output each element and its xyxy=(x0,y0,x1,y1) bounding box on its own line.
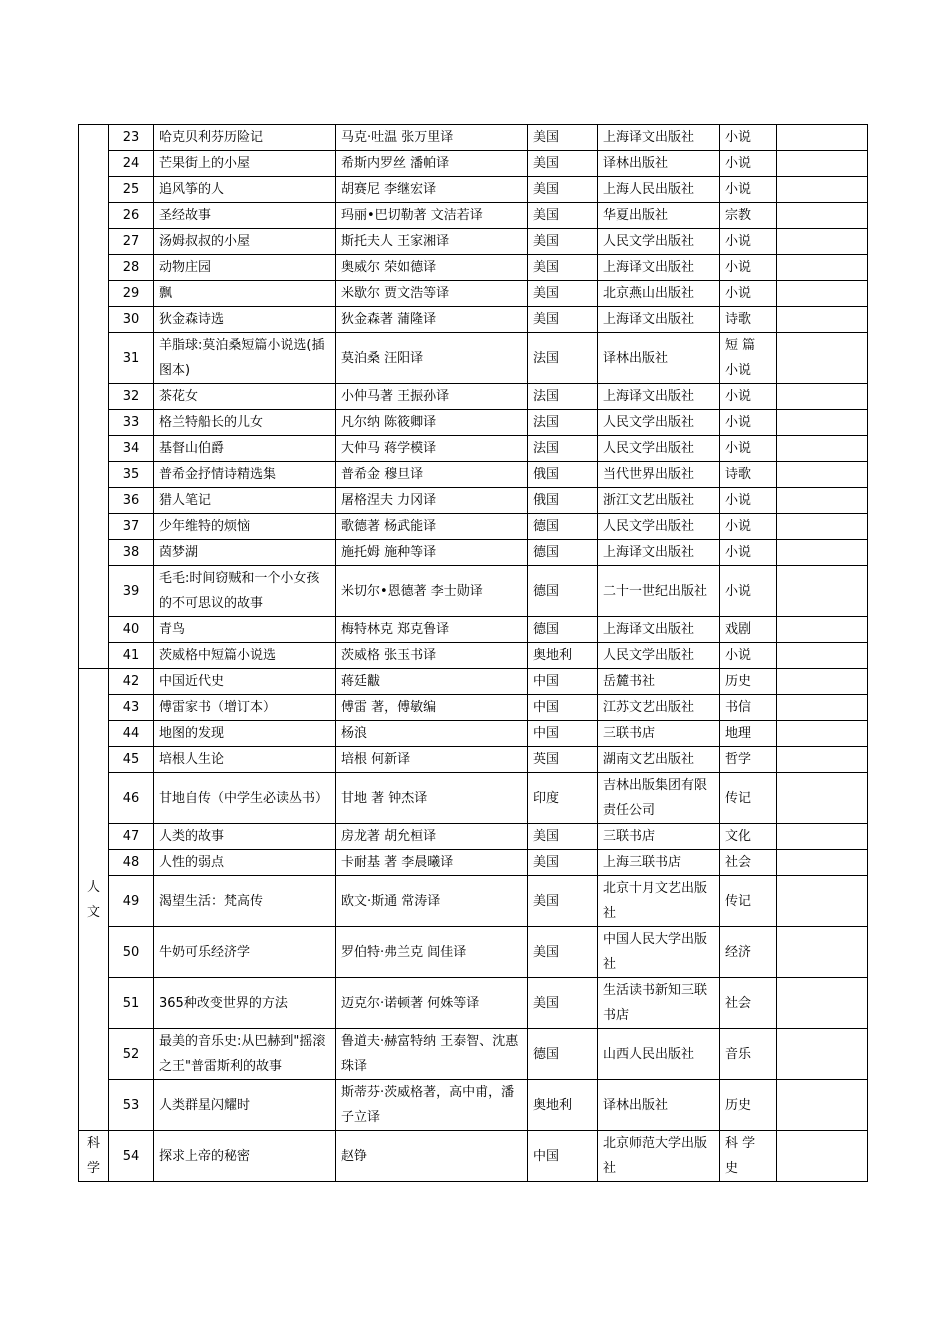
notes-cell xyxy=(777,978,868,1029)
book-country: 美国 xyxy=(528,876,598,927)
table-row xyxy=(79,850,868,876)
notes-cell xyxy=(777,255,868,281)
row-number: 39 xyxy=(109,566,154,617)
book-title: 人类群星闪耀时 xyxy=(154,1080,336,1131)
book-country: 美国 xyxy=(528,978,598,1029)
book-country: 美国 xyxy=(528,125,598,151)
book-genre: 历史 xyxy=(720,669,777,695)
row-number: 37 xyxy=(109,514,154,540)
book-genre: 历史 xyxy=(720,1080,777,1131)
row-number: 49 xyxy=(109,876,154,927)
table-row xyxy=(79,1080,868,1131)
book-genre: 经济 xyxy=(720,927,777,978)
table-row xyxy=(79,281,868,307)
book-genre: 小说 xyxy=(720,514,777,540)
table-row xyxy=(79,695,868,721)
book-genre: 诗歌 xyxy=(720,307,777,333)
table-row xyxy=(79,721,868,747)
row-number: 48 xyxy=(109,850,154,876)
book-author: 斯托夫人 王家湘译 xyxy=(336,229,528,255)
book-country: 英国 xyxy=(528,747,598,773)
book-title: 茶花女 xyxy=(154,384,336,410)
notes-cell xyxy=(777,1029,868,1080)
notes-cell xyxy=(777,540,868,566)
row-number: 25 xyxy=(109,177,154,203)
book-author: 米切尔•恩德著 李士勋译 xyxy=(336,566,528,617)
book-genre: 哲学 xyxy=(720,747,777,773)
table-row xyxy=(79,824,868,850)
book-genre: 地理 xyxy=(720,721,777,747)
row-number: 29 xyxy=(109,281,154,307)
book-country: 德国 xyxy=(528,514,598,540)
book-country: 美国 xyxy=(528,151,598,177)
book-country: 法国 xyxy=(528,333,598,384)
book-author: 杨浪 xyxy=(336,721,528,747)
table-row xyxy=(79,747,868,773)
book-title: 地图的发现 xyxy=(154,721,336,747)
book-publisher: 上海译文出版社 xyxy=(598,617,720,643)
book-title: 追风筝的人 xyxy=(154,177,336,203)
book-title: 狄金森诗选 xyxy=(154,307,336,333)
notes-cell xyxy=(777,384,868,410)
book-country: 中国 xyxy=(528,695,598,721)
book-author: 斯蒂芬·茨威格著，高中甫，潘子立译 xyxy=(336,1080,528,1131)
row-number: 30 xyxy=(109,307,154,333)
table-row xyxy=(79,1131,868,1182)
book-genre: 小说 xyxy=(720,410,777,436)
book-country: 美国 xyxy=(528,824,598,850)
category-cell xyxy=(79,125,109,669)
notes-cell xyxy=(777,876,868,927)
book-publisher: 人民文学出版社 xyxy=(598,514,720,540)
book-country: 法国 xyxy=(528,410,598,436)
table-row xyxy=(79,617,868,643)
row-number: 47 xyxy=(109,824,154,850)
book-genre: 短 篇 小说 xyxy=(720,333,777,384)
book-author: 凡尔纳 陈筱卿译 xyxy=(336,410,528,436)
table-row xyxy=(79,514,868,540)
book-author: 普希金 穆旦译 xyxy=(336,462,528,488)
row-number: 42 xyxy=(109,669,154,695)
notes-cell xyxy=(777,695,868,721)
notes-cell xyxy=(777,773,868,824)
book-publisher: 当代世界出版社 xyxy=(598,462,720,488)
book-list-table xyxy=(78,124,868,1182)
table-row xyxy=(79,255,868,281)
book-author: 希斯内罗丝 潘帕译 xyxy=(336,151,528,177)
notes-cell xyxy=(777,1131,868,1182)
book-publisher: 上海译文出版社 xyxy=(598,307,720,333)
book-country: 美国 xyxy=(528,927,598,978)
book-country: 美国 xyxy=(528,177,598,203)
book-genre: 宗教 xyxy=(720,203,777,229)
row-number: 45 xyxy=(109,747,154,773)
row-number: 23 xyxy=(109,125,154,151)
book-publisher: 上海三联书店 xyxy=(598,850,720,876)
book-title: 茨威格中短篇小说选 xyxy=(154,643,336,669)
book-publisher: 译林出版社 xyxy=(598,333,720,384)
book-title: 青鸟 xyxy=(154,617,336,643)
book-country: 美国 xyxy=(528,850,598,876)
book-title: 动物庄园 xyxy=(154,255,336,281)
book-country: 俄国 xyxy=(528,462,598,488)
book-publisher: 人民文学出版社 xyxy=(598,436,720,462)
table-row xyxy=(79,540,868,566)
book-author: 房龙著 胡允桓译 xyxy=(336,824,528,850)
book-country: 美国 xyxy=(528,281,598,307)
notes-cell xyxy=(777,721,868,747)
book-title: 人性的弱点 xyxy=(154,850,336,876)
book-title: 365种改变世界的方法 xyxy=(154,978,336,1029)
book-publisher: 华夏出版社 xyxy=(598,203,720,229)
row-number: 41 xyxy=(109,643,154,669)
book-genre: 小说 xyxy=(720,384,777,410)
book-author: 莫泊桑 汪阳译 xyxy=(336,333,528,384)
notes-cell xyxy=(777,307,868,333)
row-number: 40 xyxy=(109,617,154,643)
book-genre: 社会 xyxy=(720,978,777,1029)
notes-cell xyxy=(777,747,868,773)
book-title: 毛毛:时间窃贼和一个小女孩的不可思议的故事 xyxy=(154,566,336,617)
book-title: 芒果街上的小屋 xyxy=(154,151,336,177)
category-cell: 科学 xyxy=(79,1131,109,1182)
table-row xyxy=(79,927,868,978)
book-publisher: 北京师范大学出版社 xyxy=(598,1131,720,1182)
book-author: 甘地 著 钟杰译 xyxy=(336,773,528,824)
notes-cell xyxy=(777,125,868,151)
book-genre: 社会 xyxy=(720,850,777,876)
notes-cell xyxy=(777,850,868,876)
book-publisher: 译林出版社 xyxy=(598,1080,720,1131)
book-genre: 科 学 史 xyxy=(720,1131,777,1182)
book-country: 美国 xyxy=(528,255,598,281)
notes-cell xyxy=(777,617,868,643)
row-number: 28 xyxy=(109,255,154,281)
book-author: 傅雷 著，傅敏编 xyxy=(336,695,528,721)
book-author: 屠格涅夫 力冈译 xyxy=(336,488,528,514)
book-publisher: 上海人民出版社 xyxy=(598,177,720,203)
row-number: 51 xyxy=(109,978,154,1029)
book-title: 傅雷家书（增订本） xyxy=(154,695,336,721)
table-row xyxy=(79,125,868,151)
book-publisher: 译林出版社 xyxy=(598,151,720,177)
notes-cell xyxy=(777,824,868,850)
book-country: 德国 xyxy=(528,1029,598,1080)
book-country: 奥地利 xyxy=(528,1080,598,1131)
book-author: 奥威尔 荣如德译 xyxy=(336,255,528,281)
book-author: 歌德著 杨武能译 xyxy=(336,514,528,540)
book-publisher: 上海译文出版社 xyxy=(598,384,720,410)
row-number: 52 xyxy=(109,1029,154,1080)
notes-cell xyxy=(777,151,868,177)
book-publisher: 山西人民出版社 xyxy=(598,1029,720,1080)
book-title: 基督山伯爵 xyxy=(154,436,336,462)
category-cell: 人文 xyxy=(79,669,109,1131)
notes-cell xyxy=(777,229,868,255)
book-author: 马克·吐温 张万里译 xyxy=(336,125,528,151)
book-genre: 小说 xyxy=(720,566,777,617)
book-genre: 书信 xyxy=(720,695,777,721)
book-publisher: 上海译文出版社 xyxy=(598,125,720,151)
notes-cell xyxy=(777,410,868,436)
book-author: 胡赛尼 李继宏译 xyxy=(336,177,528,203)
book-country: 美国 xyxy=(528,203,598,229)
book-publisher: 人民文学出版社 xyxy=(598,410,720,436)
row-number: 32 xyxy=(109,384,154,410)
book-publisher: 吉林出版集团有限责任公司 xyxy=(598,773,720,824)
book-author: 玛丽•巴切勒著 文洁若译 xyxy=(336,203,528,229)
row-number: 43 xyxy=(109,695,154,721)
book-country: 法国 xyxy=(528,384,598,410)
book-title: 普希金抒情诗精选集 xyxy=(154,462,336,488)
book-publisher: 北京十月文艺出版社 xyxy=(598,876,720,927)
row-number: 50 xyxy=(109,927,154,978)
table-row xyxy=(79,307,868,333)
book-author: 赵铮 xyxy=(336,1131,528,1182)
row-number: 31 xyxy=(109,333,154,384)
book-author: 茨威格 张玉书译 xyxy=(336,643,528,669)
notes-cell xyxy=(777,203,868,229)
book-country: 俄国 xyxy=(528,488,598,514)
book-author: 培根 何新译 xyxy=(336,747,528,773)
book-title: 最美的音乐史:从巴赫到"摇滚之王"普雷斯利的故事 xyxy=(154,1029,336,1080)
book-genre: 传记 xyxy=(720,876,777,927)
table-row xyxy=(79,151,868,177)
book-publisher: 三联书店 xyxy=(598,721,720,747)
book-author: 梅特林克 郑克鲁译 xyxy=(336,617,528,643)
book-publisher: 人民文学出版社 xyxy=(598,643,720,669)
book-title: 中国近代史 xyxy=(154,669,336,695)
notes-cell xyxy=(777,436,868,462)
notes-cell xyxy=(777,1080,868,1131)
book-country: 德国 xyxy=(528,540,598,566)
book-country: 中国 xyxy=(528,669,598,695)
book-title: 探求上帝的秘密 xyxy=(154,1131,336,1182)
row-number: 44 xyxy=(109,721,154,747)
table-row xyxy=(79,333,868,384)
book-title: 少年维特的烦恼 xyxy=(154,514,336,540)
row-number: 38 xyxy=(109,540,154,566)
book-publisher: 江苏文艺出版社 xyxy=(598,695,720,721)
book-publisher: 二十一世纪出版社 xyxy=(598,566,720,617)
book-country: 印度 xyxy=(528,773,598,824)
book-publisher: 浙江文艺出版社 xyxy=(598,488,720,514)
row-number: 26 xyxy=(109,203,154,229)
book-title: 圣经故事 xyxy=(154,203,336,229)
book-author: 卡耐基 著 李晨曦译 xyxy=(336,850,528,876)
table-row xyxy=(79,410,868,436)
row-number: 53 xyxy=(109,1080,154,1131)
book-genre: 小说 xyxy=(720,125,777,151)
notes-cell xyxy=(777,566,868,617)
notes-cell xyxy=(777,281,868,307)
notes-cell xyxy=(777,514,868,540)
book-genre: 小说 xyxy=(720,255,777,281)
table-row xyxy=(79,643,868,669)
book-country: 美国 xyxy=(528,229,598,255)
book-author: 小仲马著 王振孙译 xyxy=(336,384,528,410)
book-publisher: 中国人民大学出版社 xyxy=(598,927,720,978)
table-row xyxy=(79,462,868,488)
book-country: 奥地利 xyxy=(528,643,598,669)
book-author: 欧文·斯通 常涛译 xyxy=(336,876,528,927)
table-row xyxy=(79,773,868,824)
table-row xyxy=(79,436,868,462)
book-author: 米歇尔 贾文浩等译 xyxy=(336,281,528,307)
table-row xyxy=(79,566,868,617)
book-title: 渴望生活：梵高传 xyxy=(154,876,336,927)
book-title: 飘 xyxy=(154,281,336,307)
book-title: 格兰特船长的儿女 xyxy=(154,410,336,436)
book-publisher: 岳麓书社 xyxy=(598,669,720,695)
book-genre: 诗歌 xyxy=(720,462,777,488)
book-country: 中国 xyxy=(528,721,598,747)
book-genre: 小说 xyxy=(720,436,777,462)
book-author: 狄金森著 蒲隆译 xyxy=(336,307,528,333)
book-genre: 戏剧 xyxy=(720,617,777,643)
book-publisher: 生活读书新知三联书店 xyxy=(598,978,720,1029)
row-number: 27 xyxy=(109,229,154,255)
book-genre: 小说 xyxy=(720,488,777,514)
table-row xyxy=(79,669,868,695)
book-title: 汤姆叔叔的小屋 xyxy=(154,229,336,255)
book-genre: 小说 xyxy=(720,540,777,566)
book-author: 施托姆 施种等译 xyxy=(336,540,528,566)
notes-cell xyxy=(777,643,868,669)
table-row xyxy=(79,876,868,927)
row-number: 35 xyxy=(109,462,154,488)
book-publisher: 湖南文艺出版社 xyxy=(598,747,720,773)
book-title: 猎人笔记 xyxy=(154,488,336,514)
book-publisher: 人民文学出版社 xyxy=(598,229,720,255)
book-title: 哈克贝利芬历险记 xyxy=(154,125,336,151)
book-country: 中国 xyxy=(528,1131,598,1182)
table-row xyxy=(79,978,868,1029)
book-title: 茵梦湖 xyxy=(154,540,336,566)
notes-cell xyxy=(777,177,868,203)
book-author: 大仲马 蒋学模译 xyxy=(336,436,528,462)
notes-cell xyxy=(777,669,868,695)
book-author: 罗伯特·弗兰克 闾佳译 xyxy=(336,927,528,978)
book-genre: 音乐 xyxy=(720,1029,777,1080)
row-number: 33 xyxy=(109,410,154,436)
notes-cell xyxy=(777,462,868,488)
row-number: 36 xyxy=(109,488,154,514)
book-title: 羊脂球:莫泊桑短篇小说选(插图本) xyxy=(154,333,336,384)
book-genre: 小说 xyxy=(720,643,777,669)
book-genre: 小说 xyxy=(720,177,777,203)
book-genre: 文化 xyxy=(720,824,777,850)
book-genre: 传记 xyxy=(720,773,777,824)
notes-cell xyxy=(777,488,868,514)
table-row xyxy=(79,229,868,255)
row-number: 46 xyxy=(109,773,154,824)
book-publisher: 北京燕山出版社 xyxy=(598,281,720,307)
notes-cell xyxy=(777,333,868,384)
book-publisher: 上海译文出版社 xyxy=(598,540,720,566)
book-publisher: 三联书店 xyxy=(598,824,720,850)
book-publisher: 上海译文出版社 xyxy=(598,255,720,281)
book-country: 法国 xyxy=(528,436,598,462)
book-country: 美国 xyxy=(528,307,598,333)
book-country: 德国 xyxy=(528,566,598,617)
book-title: 甘地自传（中学生必读丛书） xyxy=(154,773,336,824)
book-genre: 小说 xyxy=(720,281,777,307)
book-author: 蒋廷黻 xyxy=(336,669,528,695)
book-genre: 小说 xyxy=(720,151,777,177)
book-title: 人类的故事 xyxy=(154,824,336,850)
book-genre: 小说 xyxy=(720,229,777,255)
table-row xyxy=(79,1029,868,1080)
row-number: 34 xyxy=(109,436,154,462)
notes-cell xyxy=(777,927,868,978)
table-row xyxy=(79,488,868,514)
table-row xyxy=(79,203,868,229)
book-title: 培根人生论 xyxy=(154,747,336,773)
row-number: 24 xyxy=(109,151,154,177)
book-author: 鲁道夫·赫富特纳 王泰智、沈惠珠译 xyxy=(336,1029,528,1080)
table-row xyxy=(79,384,868,410)
row-number: 54 xyxy=(109,1131,154,1182)
book-title: 牛奶可乐经济学 xyxy=(154,927,336,978)
book-country: 德国 xyxy=(528,617,598,643)
book-author: 迈克尔·诺顿著 何姝等译 xyxy=(336,978,528,1029)
table-row xyxy=(79,177,868,203)
